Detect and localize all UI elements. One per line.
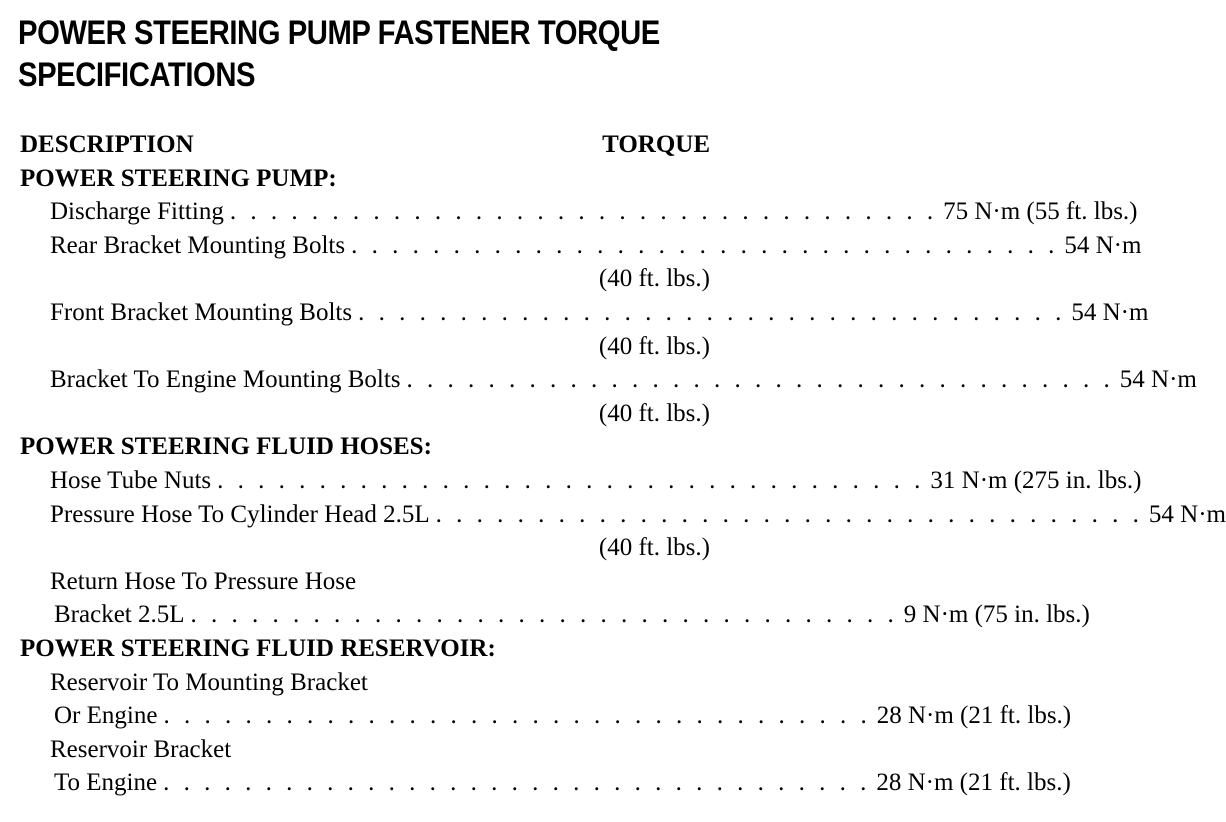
item-torque: 28 N·m (21 ft. lbs.) <box>876 769 1071 797</box>
item-label: Bracket To Engine Mounting Bolts <box>50 366 401 394</box>
table-row <box>20 195 1138 229</box>
item-torque: 54 N·m <box>1119 366 1197 394</box>
leader-dots: . . . . . . . . . . . . . . . . . . . . . . . . . . . . . . . . . . . <box>163 702 871 730</box>
item-label: Front Bracket Mounting Bolts <box>50 298 353 326</box>
section-title-pump: POWER STEERING PUMP: <box>20 164 337 192</box>
item-torque-cont: (40 ft. lbs.) <box>598 534 710 562</box>
item-label-line1: Return Hose To Pressure Hose <box>50 567 357 595</box>
leader-dots: . . . . . . . . . . . . . . . . . . . . . . . . . . . . . . . . . . . <box>351 231 1059 259</box>
table-row <box>20 296 1149 330</box>
page-title <box>18 12 660 96</box>
item-label: Bracket 2.5L <box>54 601 185 629</box>
item-torque-cont: (40 ft. lbs.) <box>598 332 710 360</box>
item-label: To Engine <box>54 769 158 797</box>
item-label: Rear Bracket Mounting Bolts <box>50 231 346 259</box>
table-row <box>20 363 1197 397</box>
table-header <box>20 128 710 162</box>
section-title-hoses: POWER STEERING FLUID HOSES: <box>20 433 432 461</box>
item-torque: 54 N·m <box>1071 298 1149 326</box>
section-title-reservoir: POWER STEERING FLUID RESERVOIR: <box>20 634 496 662</box>
item-torque-cont: (40 ft. lbs.) <box>598 265 710 293</box>
title-line-2: SPECIFICATIONS <box>18 56 256 94</box>
table-row <box>20 766 1071 800</box>
leader-dots: . . . . . . . . . . . . . . . . . . . . . . . . . . . . . . . . . . . <box>163 769 871 797</box>
item-label-line1: Reservoir To Mounting Bracket <box>50 668 368 696</box>
item-torque-cont: (40 ft. lbs.) <box>598 399 710 427</box>
item-label: Pressure Hose To Cylinder Head 2.5L <box>50 500 430 528</box>
item-torque: 28 N·m (21 ft. lbs.) <box>876 702 1072 730</box>
leader-dots: . . . . . . . . . . . . . . . . . . . . . . . . . . . . . . . . . . . <box>435 500 1143 528</box>
item-torque: 75 N·m (55 ft. lbs.) <box>943 198 1138 226</box>
table-row <box>20 464 1142 498</box>
leader-dots: . . . . . . . . . . . . . . . . . . . . . . . . . . . . . . . . . . . <box>358 298 1066 326</box>
item-torque: 54 N·m <box>1148 500 1226 528</box>
item-torque: 9 N·m (75 in. lbs.) <box>903 601 1090 629</box>
item-label: Discharge Fitting <box>50 198 224 226</box>
title-line-1: POWER STEERING PUMP FASTENER TORQUE <box>18 14 660 52</box>
table-row <box>20 699 1072 733</box>
item-label: Hose Tube Nuts <box>50 466 212 494</box>
leader-dots: . . . . . . . . . . . . . . . . . . . . . . . . . . . . . . . . . . . <box>406 366 1114 394</box>
description-header: DESCRIPTION <box>20 131 194 158</box>
item-torque: 54 N·m <box>1064 231 1142 259</box>
item-label: Or Engine <box>54 702 158 730</box>
leader-dots: . . . . . . . . . . . . . . . . . . . . . . . . . . . . . . . . . . . <box>190 601 898 629</box>
table-row <box>20 598 1090 632</box>
leader-dots: . . . . . . . . . . . . . . . . . . . . . . . . . . . . . . . . . . . <box>217 466 925 494</box>
table-row <box>20 229 1142 263</box>
leader-dots: . . . . . . . . . . . . . . . . . . . . . . . . . . . . . . . . . . . <box>229 198 938 226</box>
item-torque: 31 N·m (275 in. lbs.) <box>930 466 1142 494</box>
torque-header: TORQUE <box>602 131 710 158</box>
item-label-line1: Reservoir Bracket <box>50 735 232 763</box>
torque-spec-table <box>20 128 1226 800</box>
table-row <box>20 498 1226 532</box>
